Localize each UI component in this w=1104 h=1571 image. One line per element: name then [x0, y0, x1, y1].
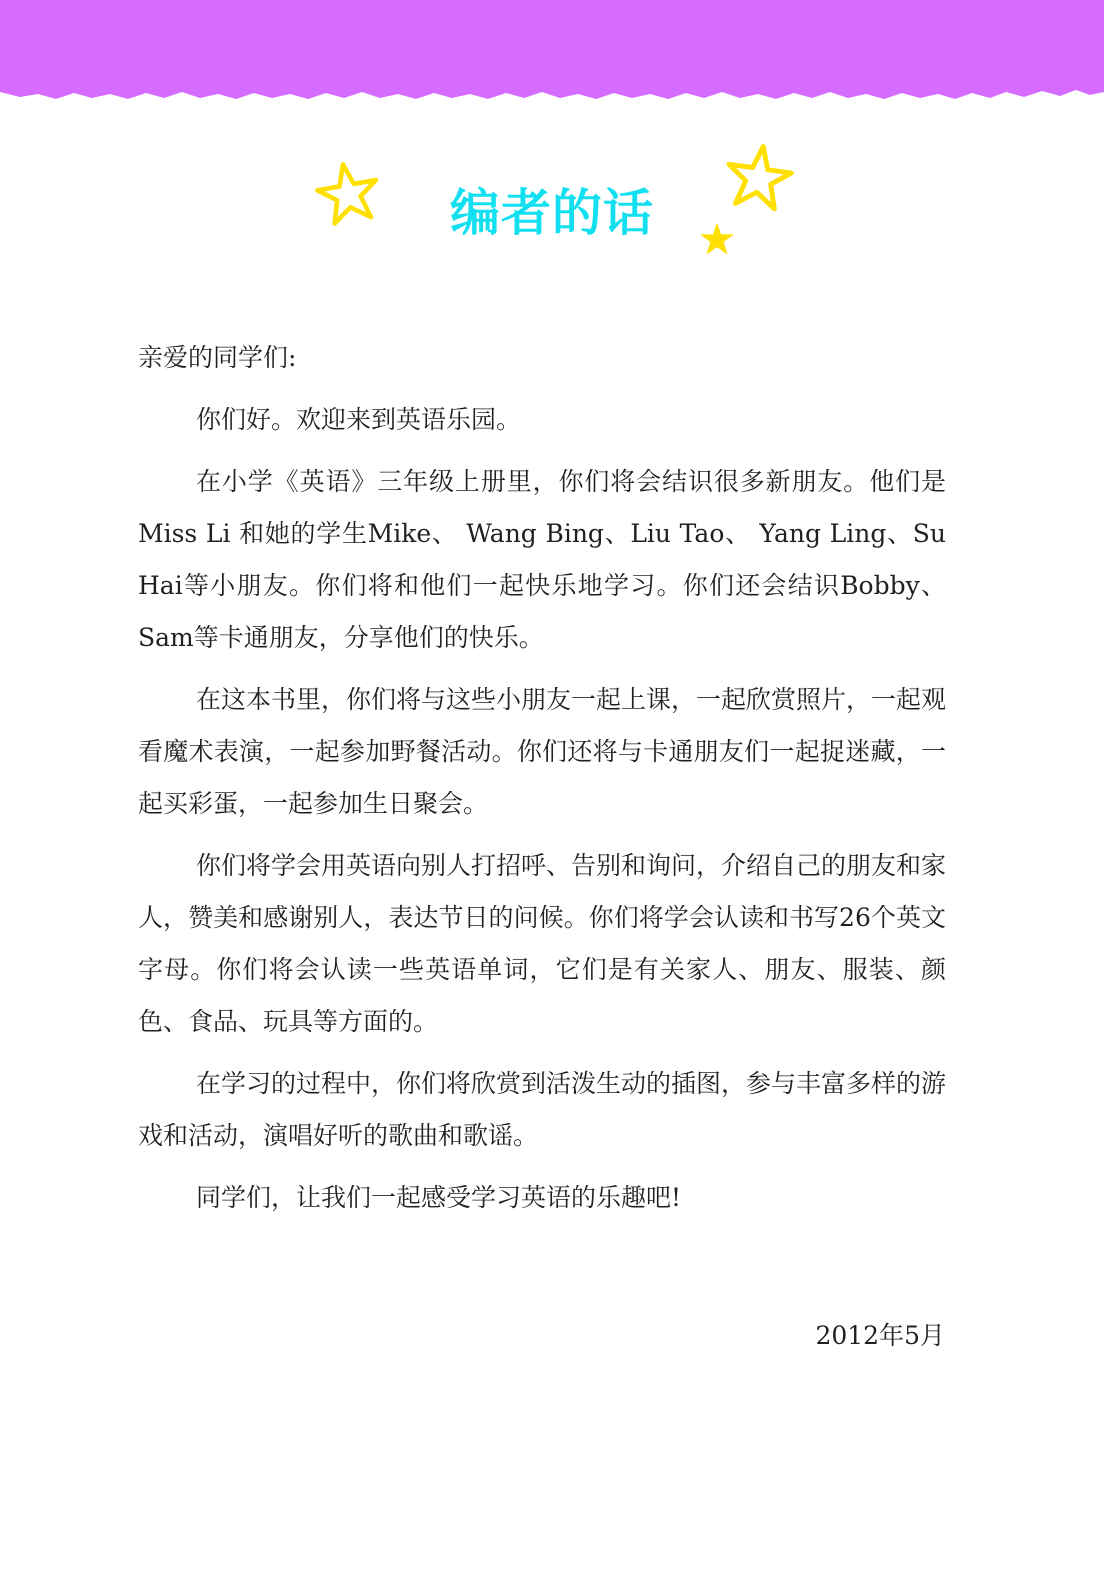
top-decorative-band	[0, 0, 1104, 112]
paragraph: 在小学《英语》三年级上册里，你们将会结识很多新朋友。他们是Miss Li 和她的学生Mike、 Wang Bing、Liu Tao、 Yang Ling、Su Hai等小朋友。你们将和他们一起快乐地学习。你们还会结识Bobby、Sam等卡通朋友，分享他们的快乐。	[138, 467, 946, 652]
paragraph: 在这本书里，你们将与这些小朋友一起上课，一起欣赏照片，一起观看魔术表演，一起参加野餐活动。你们还将与卡通朋友们一起捉迷藏，一起买彩蛋，一起参加生日聚会。	[138, 685, 947, 818]
page-title: 编者的话	[450, 184, 654, 242]
letter-body	[138, 332, 946, 1234]
paragraph: 你们将学会用英语向别人打招呼、告别和询问，介绍自己的朋友和家人，赞美和感谢别人，表达节日的问候。你们将学会认读和书写26个英文字母。你们将会认读一些英语单词，它们是有关家人、朋友、服装、颜色、食品、玩具等方面的。	[138, 851, 947, 1036]
date-signature: 2012年5月	[815, 1321, 945, 1350]
paragraph: 同学们，让我们一起感受学习英语的乐趣吧!	[196, 1183, 682, 1212]
salutation: 亲爱的同学们:	[138, 343, 297, 372]
paragraph: 你们好。欢迎来到英语乐园。	[196, 405, 522, 434]
paragraph: 在学习的过程中，你们将欣赏到活泼生动的插图，参与丰富多样的游戏和活动，演唱好听的歌曲和歌谣。	[138, 1069, 947, 1150]
